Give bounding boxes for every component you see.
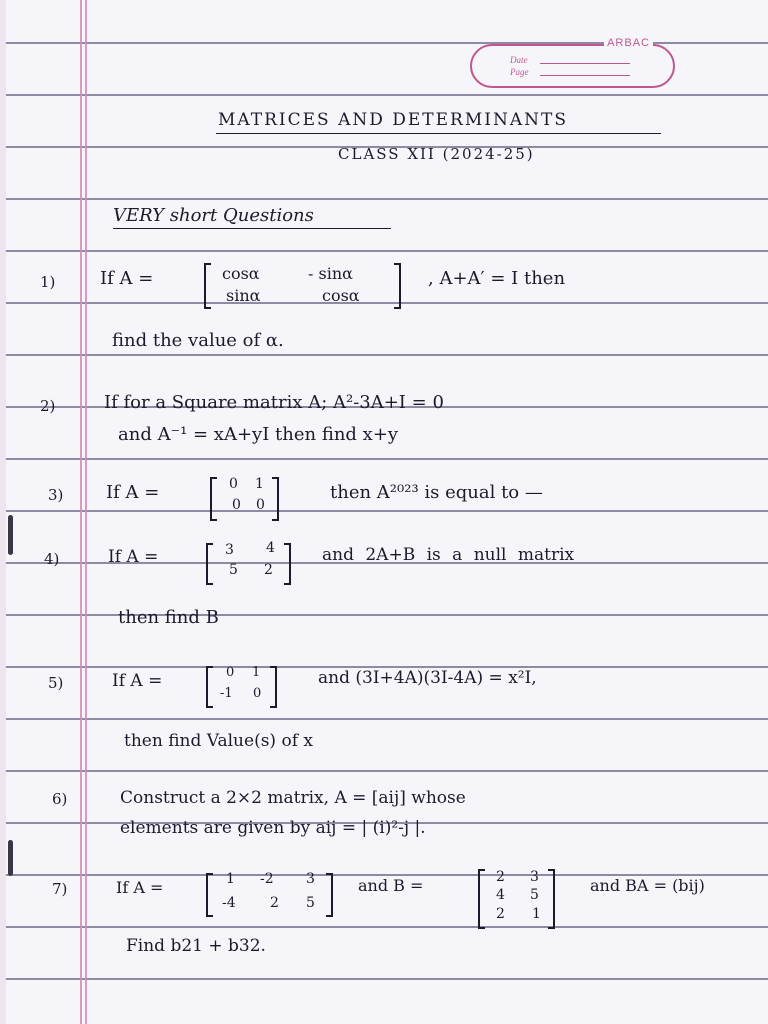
matrix-entry: 2 [264, 562, 273, 578]
matrix-entry: -2 [260, 871, 274, 887]
matrix-entry: 0 [232, 497, 241, 513]
section-heading: VERY short Questions [113, 205, 314, 226]
matrix-entry: 3 [225, 542, 234, 558]
question-text: then A²⁰²³ is equal to — [330, 482, 543, 503]
matrix-entry: 1 [252, 665, 261, 680]
matrix-entry: 4 [496, 887, 505, 903]
question-number: 5) [48, 674, 64, 692]
matrix-bracket-left [204, 263, 211, 309]
matrix-bracket-left [206, 873, 213, 917]
matrix-entry: 1 [532, 906, 541, 922]
question-number: 1) [40, 273, 56, 291]
matrix-entry: 5 [530, 887, 539, 903]
title-underline [216, 133, 661, 134]
margin-line [85, 0, 87, 1024]
question-text: and B = [358, 876, 424, 895]
matrix-entry: 0 [256, 497, 265, 513]
question-number: 4) [44, 550, 60, 568]
question-text: If A = [112, 671, 163, 691]
stamp-date-line [540, 63, 630, 64]
question-number: 7) [52, 880, 68, 898]
matrix-entry: 1 [226, 871, 235, 887]
matrix-entry: 5 [229, 562, 238, 578]
page-subtitle: CLASS XII (2024-25) [338, 145, 535, 163]
matrix-bracket-right [394, 263, 401, 309]
matrix-entry: 2 [270, 895, 279, 911]
matrix-bracket-left [478, 869, 485, 929]
question-text: If A = [106, 482, 160, 503]
stamp-date-label: Date [510, 55, 528, 65]
matrix-entry: 4 [266, 540, 275, 556]
matrix-entry: 0 [229, 476, 238, 492]
stamp-brand: ARBAC [604, 37, 653, 49]
question-text: , A+A′ = I then [428, 268, 566, 289]
matrix-bracket-left [206, 543, 213, 585]
matrix-entry: 3 [530, 869, 539, 885]
question-text: elements are given by aij = | (i)²-j |. [120, 818, 426, 838]
matrix-entry: cosα [222, 264, 260, 283]
question-text: If A = [116, 878, 164, 897]
stamp-page-label: Page [510, 67, 529, 77]
matrix-bracket-left [210, 477, 217, 521]
stamp-oval [470, 44, 675, 88]
question-number: 3) [48, 486, 64, 504]
stamp-page-line [540, 75, 630, 76]
matrix-bracket-left [206, 666, 213, 708]
question-text: and BA = (bij) [590, 876, 705, 895]
matrix-bracket-right [284, 543, 291, 585]
question-text: and (3I+4A)(3I-4A) = x²I, [318, 668, 537, 688]
matrix-entry: 2 [496, 869, 505, 885]
question-number: 2) [40, 397, 56, 415]
question-text: Find b21 + b32. [126, 936, 266, 956]
binding-mark [8, 515, 13, 555]
matrix-entry: 2 [496, 906, 505, 922]
binding-mark [8, 840, 13, 876]
matrix-entry: 5 [306, 895, 315, 911]
page-title: MATRICES AND DETERMINANTS [218, 110, 568, 130]
margin-line [80, 0, 82, 1024]
page-left-edge [0, 0, 6, 1024]
matrix-entry: 0 [226, 665, 235, 680]
matrix-entry: - sinα [308, 264, 353, 283]
question-text: If for a Square matrix A; A²-3A+I = 0 [104, 392, 444, 413]
question-text: Construct a 2×2 matrix, A = [aij] whose [120, 788, 466, 808]
matrix-entry: -1 [220, 686, 233, 701]
matrix-entry: 0 [253, 686, 262, 701]
matrix-bracket-right [548, 869, 555, 929]
question-text: and 2A+B is a null matrix [322, 545, 575, 565]
matrix-entry: sinα [226, 286, 261, 305]
matrix-entry: 3 [306, 871, 315, 887]
matrix-bracket-right [270, 666, 277, 708]
matrix-entry: 1 [255, 476, 264, 492]
section-underline [113, 228, 391, 229]
page-stamp [470, 37, 675, 88]
question-text: then find Value(s) of x [124, 731, 313, 751]
question-text: then find B [118, 607, 219, 628]
matrix-bracket-right [326, 873, 333, 917]
question-number: 6) [52, 790, 68, 808]
question-text: If A = [100, 268, 154, 289]
matrix-entry: -4 [222, 895, 236, 911]
question-text: and A⁻¹ = xA+yI then find x+y [118, 424, 399, 445]
question-text: If A = [108, 547, 159, 567]
matrix-entry: cosα [322, 286, 360, 305]
question-text: find the value of α. [112, 330, 284, 351]
matrix-bracket-right [272, 477, 279, 521]
